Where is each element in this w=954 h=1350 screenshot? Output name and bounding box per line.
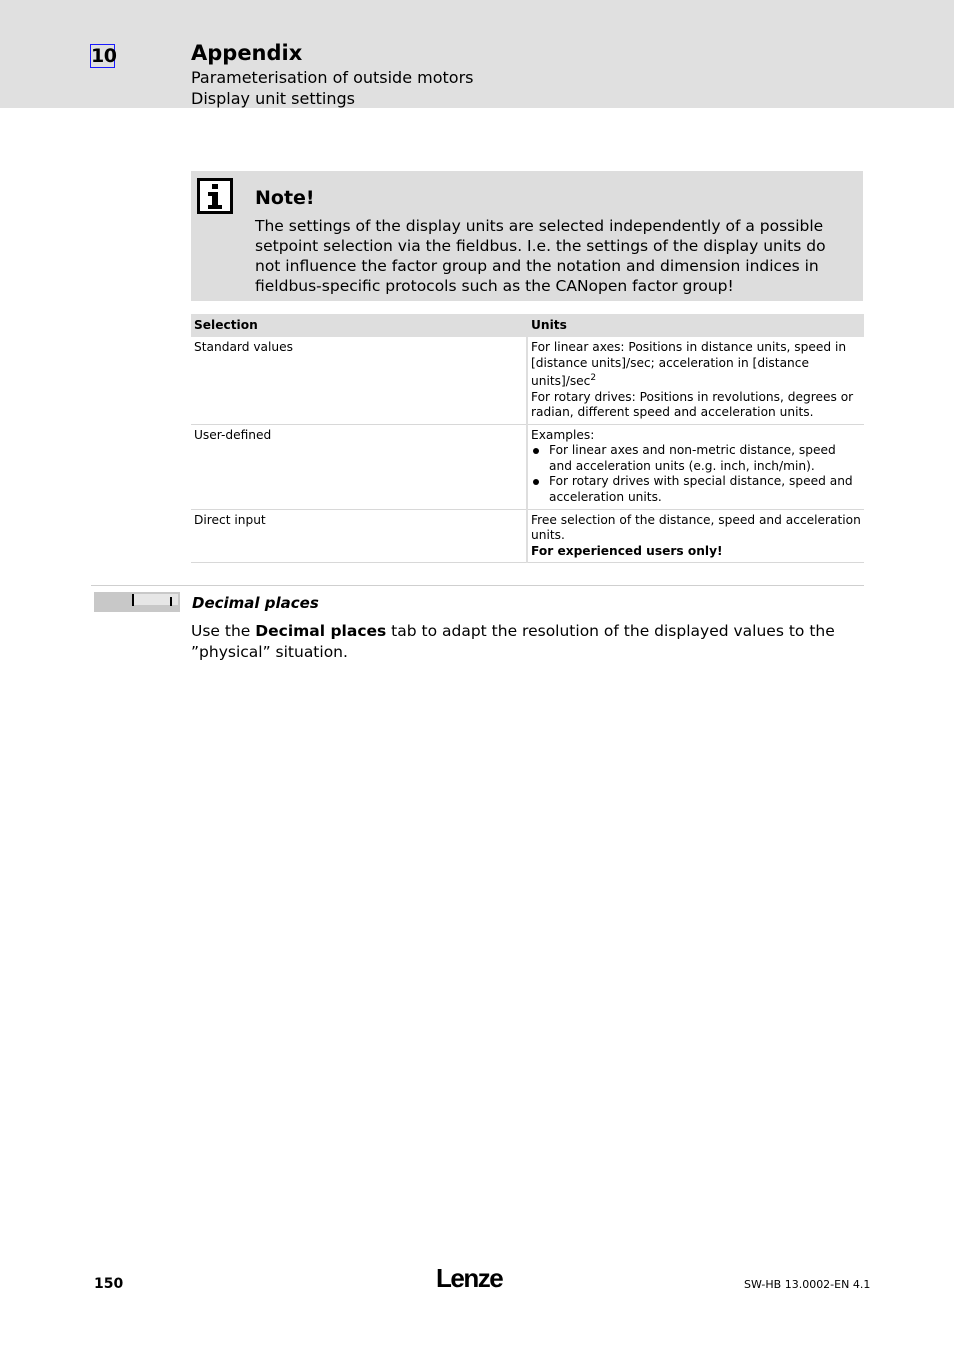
note-title: Note! [255, 187, 315, 209]
body-text: Use the [191, 622, 256, 640]
section-divider [91, 585, 864, 586]
units-warning: For experienced users only! [531, 543, 723, 558]
units-text: For rotary drives: Positions in revolutions, degrees or radian, different speed and acceleration units. [531, 389, 854, 420]
body-text: tab to adapt the resolution of the displayed values to the ”physical” situation. [191, 622, 835, 661]
cell-selection: Direct input [191, 509, 527, 563]
cell-selection: User-defined [191, 424, 527, 509]
chapter-number[interactable]: 10 [91, 45, 117, 67]
table-row [191, 509, 864, 563]
units-superscript: 2 [590, 373, 597, 383]
note-text: The settings of the display units are selected independently of a possible setpoint selection via the fieldbus. I.e. the settings of the display units do not influence the factor group and the notation and dimension indices in fieldbus-specific protocols such as the CANopen factor group! [255, 217, 826, 295]
header-units: Units [527, 314, 864, 337]
header-band [0, 0, 954, 108]
cell-selection: Standard values [191, 337, 527, 424]
cell-units [527, 337, 864, 424]
header-selection: Selection [191, 314, 527, 337]
page-number: 150 [94, 1276, 124, 1292]
chapter-title: Appendix [191, 41, 303, 65]
note-box [191, 171, 863, 301]
info-icon [197, 178, 233, 214]
subtitle-2: Display unit settings [191, 89, 355, 108]
tab-name: Decimal places [255, 622, 387, 640]
table-header-row [191, 314, 864, 337]
bullet-list [531, 443, 861, 505]
list-item: For rotary drives with special distance, speed and acceleration units. [531, 474, 861, 505]
tab-marker-icon [94, 592, 180, 612]
units-text: Free selection of the distance, speed and acceleration units. [531, 512, 861, 543]
units-intro: Examples: [531, 427, 595, 442]
table-row [191, 424, 864, 509]
lenze-logo: Lenze [436, 1263, 503, 1293]
cell-units [527, 424, 864, 509]
cell-units [527, 509, 864, 563]
document-reference: SW-HB 13.0002-EN 4.1 [744, 1278, 871, 1291]
section-title: Decimal places [192, 594, 319, 612]
subtitle-1: Parameterisation of outside motors [191, 68, 474, 87]
list-item: For linear axes and non-metric distance, speed and acceleration units (e.g. inch, inch/min). [531, 443, 861, 474]
units-table [191, 314, 864, 563]
units-text: For linear axes: Positions in distance units, speed in [distance units]/sec; acceleration in [distance units]/sec [531, 340, 847, 389]
section-body [191, 621, 871, 663]
table-row [191, 337, 864, 424]
